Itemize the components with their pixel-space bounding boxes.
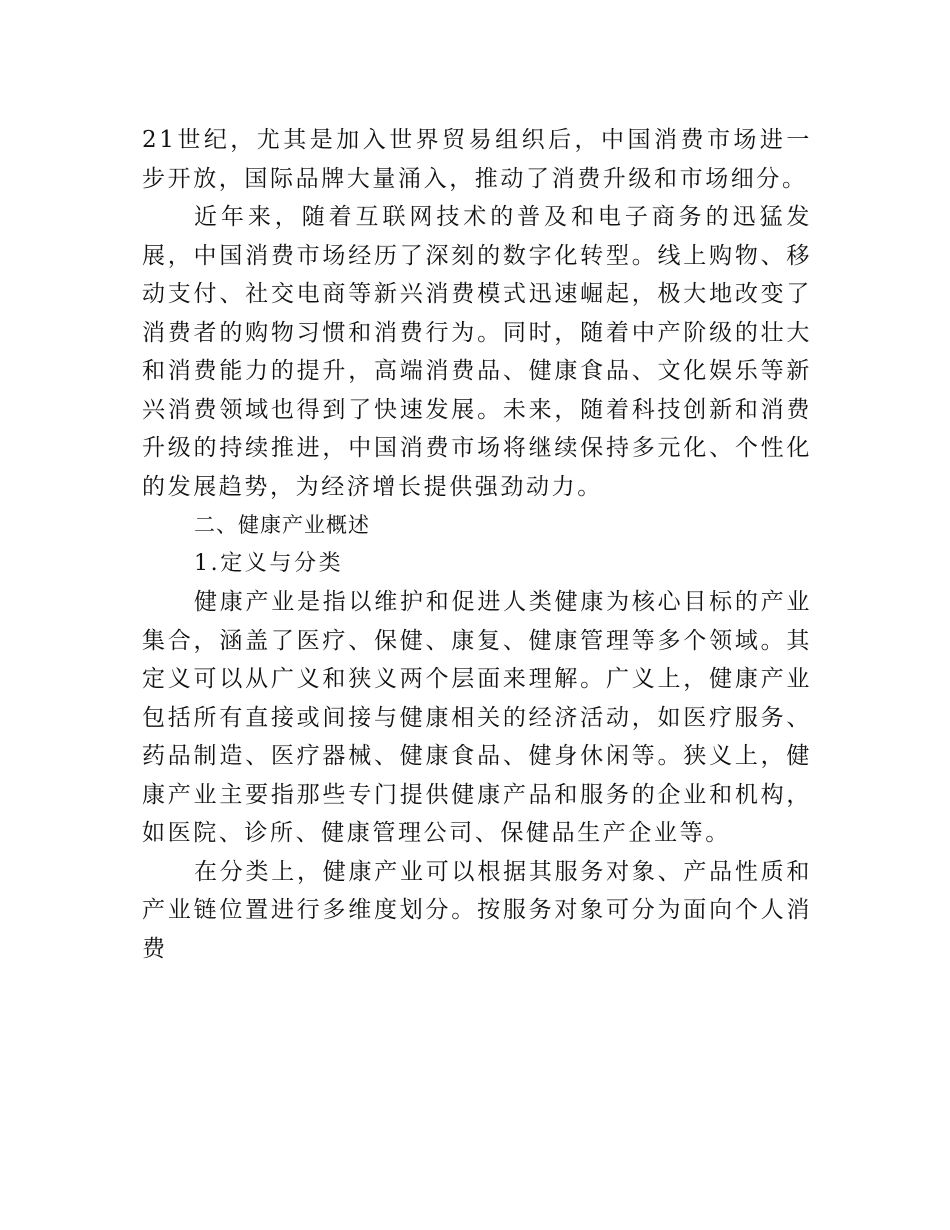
- paragraph-health-industry-definition: 健康产业是指以维护和促进人类健康为核心目标的产业集合，涵盖了医疗、保健、康复、健康管理等多个领域。其定义可以从广义和狭义两个层面来理解。广义上，健康产业包括所有直接或间接与健康相关的经济活动，如医疗服务、药品制造、医疗器械、健康食品、健身休闲等。狭义上，健康产业主要指那些专门提供健康产品和服务的企业和机构，如医院、诊所、健康管理公司、保健品生产企业等。: [142, 589, 812, 846]
- paragraph-health-industry-classification: 在分类上，健康产业可以根据其服务对象、产品性质和产业链位置进行多维度划分。按服务对象可分为面向个人消费: [142, 858, 812, 962]
- section-heading-health-industry: 二、健康产业概述: [194, 513, 370, 537]
- paragraph-consumer-market-opening: 21世纪，尤其是加入世界贸易组织后，中国消费市场进一步开放，国际品牌大量涌入，推动了消费升级和市场细分。: [142, 127, 812, 192]
- subsection-heading-definition: 1.定义与分类: [194, 550, 344, 576]
- document-body: [142, 121, 812, 968]
- paragraph-digital-transformation: 近年来，随着互联网技术的普及和电子商务的迅猛发展，中国消费市场经历了深刻的数字化转型。线上购物、移动支付、社交电商等新兴消费模式迅速崛起，极大地改变了消费者的购物习惯和消费行为。同时，随着中产阶级的壮大和消费能力的提升，高端消费品、健康食品、文化娱乐等新兴消费领域也得到了快速发展。未来，随着科技创新和消费升级的持续推进，中国消费市场将继续保持多元化、个性化的发展趋势，为经济增长提供强劲动力。: [142, 204, 812, 500]
